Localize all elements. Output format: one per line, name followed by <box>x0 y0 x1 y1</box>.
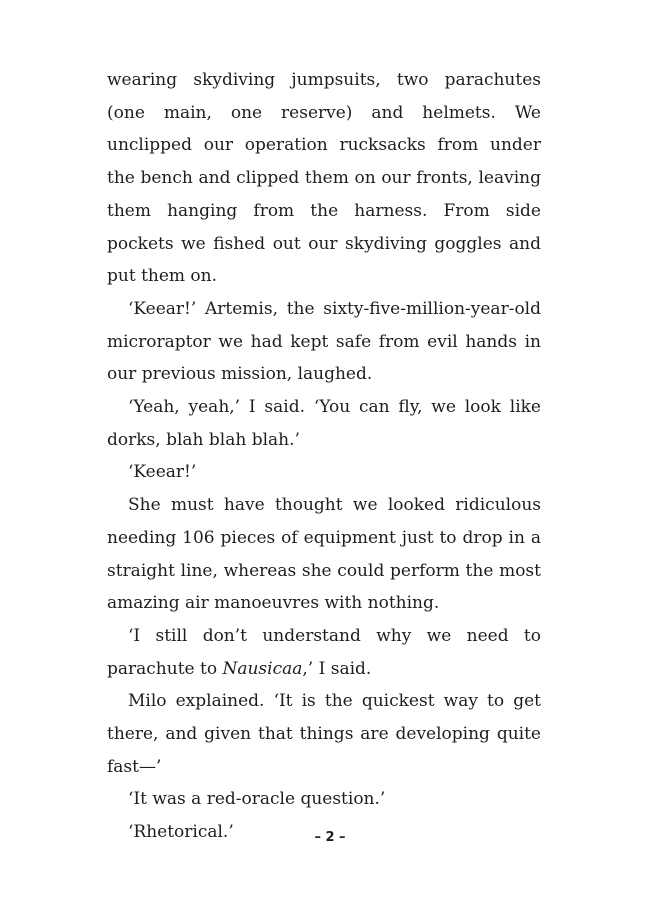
paragraph-text: ,’ I said. <box>302 658 372 679</box>
paragraph <box>107 620 541 685</box>
page-number: – 2 – <box>314 830 346 845</box>
ship-name: Nausicaa <box>222 658 303 679</box>
paragraph: ‘Keear!’ <box>128 462 197 483</box>
paragraph-text: ‘I still don’t understand why we need to parachute to <box>107 625 541 679</box>
paragraph: Milo explained. ‘It is the quickest way to get there, and given that things are developing quite fast—’ <box>107 691 541 777</box>
paragraph: She must have thought we looked ridiculous needing 106 pieces of equipment just to drop in a straight line, whereas she could perform the most amazing air manoeuvres with nothing. <box>107 495 541 614</box>
body-text <box>107 64 541 849</box>
paragraph: wearing skydiving jumpsuits, two parachutes (one main, one reserve) and helmets. We unclipped our operation rucksacks from under the bench and clipped them on our fronts, leaving them hanging from the harness. From side pockets we fished out our skydiving goggles and put them on. <box>107 70 541 287</box>
paragraph: ‘Keear!’ Artemis, the sixty-five-million-year-old microraptor we had kept safe from evil hands in our previous mission, laughed. <box>107 298 541 385</box>
paragraph: ‘Yeah, yeah,’ I said. ‘You can fly, we look like dorks, blah blah blah.’ <box>107 397 541 450</box>
paragraph: ‘Rhetorical.’ <box>128 822 234 843</box>
paragraph: ‘It was a red-oracle question.’ <box>128 789 386 810</box>
